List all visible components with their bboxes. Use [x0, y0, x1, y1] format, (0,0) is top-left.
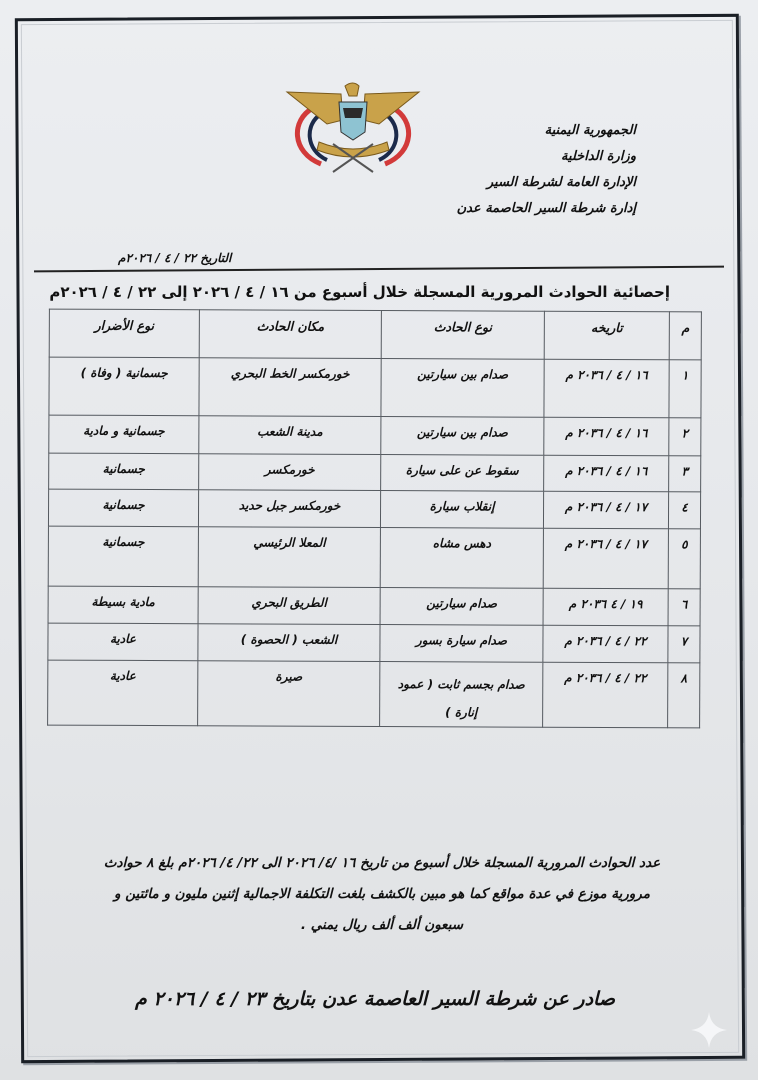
- cell-accident-type: صدام بين سيارتين: [381, 417, 544, 456]
- letterhead-line-ministry: وزارة الداخلية: [560, 149, 636, 164]
- cell-date: ١٦ / ٤ / ٢٠٣٦ م: [544, 417, 669, 456]
- cell-accident-type: صدام بجسم ثابت ( عمود إنارة ): [380, 662, 543, 728]
- document-title: إحصائية الحوادث المرورية المسجلة خلال أسبوع من ١٦ / ٤ / ٢٠٢٦ إلى ٢٢ / ٤ / ٢٠٢٦م: [49, 283, 670, 301]
- cell-accident-place: المعلا الرئيسي: [198, 527, 380, 588]
- sparkle-icon: [689, 1010, 729, 1050]
- letterhead-line-republic: الجمهورية اليمنية: [544, 123, 636, 138]
- letterhead: [457, 118, 636, 222]
- table-row: [48, 489, 700, 529]
- accidents-table: [47, 309, 702, 729]
- cell-damage-type: جسمانية: [48, 526, 198, 587]
- document-date: التاريخ ٢٢ / ٤ / ٢٠٢٦م: [118, 251, 232, 265]
- cell-accident-place: خورمكسر الخط البحري: [199, 358, 381, 417]
- cell-accident-place: الطريق البحري: [198, 587, 380, 625]
- cell-number: ٢: [669, 418, 701, 456]
- table-row: [48, 623, 700, 663]
- table-header-row: [49, 309, 701, 360]
- cell-accident-place: الشعب ( الحصوة ): [198, 624, 380, 662]
- emblem-banner: [317, 142, 389, 157]
- cell-date: ١٦ / ٤ / ٢٠٣٦ م: [544, 359, 669, 418]
- column-header-date: تاريخه: [544, 311, 669, 360]
- cell-accident-type: إنقلاب سيارة: [380, 491, 543, 529]
- cell-date: ١٩ / ٤ ٢٠٣٦ م: [543, 588, 668, 626]
- yemen-emblem-icon: [283, 80, 423, 176]
- column-header-damage-type: نوع الأضرار: [49, 309, 199, 358]
- emblem-eagle-head: [345, 83, 359, 96]
- cell-number: ٦: [668, 589, 700, 626]
- cell-date: ١٧ / ٤ / ٢٠٣٦ م: [543, 528, 668, 589]
- cell-date: ١٦ / ٤ / ٢٠٣٦ م: [544, 455, 669, 492]
- table-row: [48, 660, 700, 728]
- cell-number: ٨: [668, 663, 700, 728]
- summary-line-1: عدد الحوادث المرورية المسجلة خلال أسبوع من تاريخ ١٦ /٤/ ٢٠٢٦ الى ٢٢/ ٤/ ٢٠٢٦م بلغ ٨ حوادث: [103, 855, 661, 871]
- table-row: [48, 586, 700, 626]
- table-row: [48, 526, 700, 589]
- table-row: [49, 415, 701, 456]
- cell-damage-type: عادية: [48, 623, 198, 661]
- cell-number: ١: [669, 360, 701, 418]
- cell-number: ٥: [668, 529, 700, 589]
- cell-damage-type: جسمانية: [49, 453, 199, 490]
- letterhead-line-traffic-admin: إدارة شرطة السير الحاصمة عدن: [456, 201, 636, 216]
- cell-damage-type: جسمانية و مادية: [49, 415, 199, 454]
- cell-damage-type: عادية: [48, 660, 198, 726]
- summary-line-2: مرورية موزع في عدة مواقع كما هو مبين بالكشف بلغت التكلفة الاجمالية إثنين مليون و مائتين و: [114, 886, 650, 902]
- cell-accident-place: خورمكسر: [199, 454, 381, 491]
- cell-number: ٤: [668, 492, 700, 529]
- cell-date: ٢٢ / ٤ / ٢٠٣٦ م: [543, 662, 668, 728]
- table-row: [49, 357, 701, 418]
- summary-line-3: سبعون ألف ألف ريال يمني .: [300, 917, 464, 933]
- letterhead-line-general-admin: الإدارة العامة لشرطة السير: [486, 175, 636, 190]
- cell-damage-type: جسمانية: [48, 489, 198, 527]
- summary-paragraph: [52, 848, 712, 941]
- issued-statement: صادر عن شرطة السير العاصمة عدن بتاريخ ٢٣ / ٤ / ٢٠٢٦ م: [135, 988, 615, 1010]
- column-header-accident-place: مكان الحادث: [199, 310, 381, 359]
- cell-accident-place: خورمكسر جبل حديد: [198, 490, 380, 528]
- cell-number: ٣: [669, 456, 701, 492]
- cell-date: ١٧ / ٤ / ٢٠٣٦ م: [543, 491, 668, 529]
- cell-damage-type: مادية بسيطة: [48, 586, 198, 624]
- cell-accident-type: صدام سيارة بسور: [380, 625, 543, 663]
- column-header-accident-type: نوع الحادث: [381, 311, 544, 360]
- cell-accident-type: صدام سيارتين: [380, 588, 543, 626]
- cell-damage-type: جسمانية ( وفاة ): [49, 357, 199, 416]
- cell-accident-type: صدام بين سيارتين: [381, 359, 544, 418]
- cell-accident-place: مدينة الشعب: [199, 416, 381, 455]
- cell-number: ٧: [668, 626, 700, 663]
- cell-accident-type: دهس مشاه: [380, 528, 543, 589]
- cell-accident-place: صيرة: [198, 661, 380, 727]
- column-header-number: م: [669, 312, 701, 360]
- cell-accident-type: سقوط عن على سيارة: [381, 455, 544, 492]
- emblem-shield: [339, 102, 367, 140]
- table-row: [49, 453, 701, 492]
- cell-date: ٢٢ / ٤ / ٢٠٣٦ م: [543, 625, 668, 663]
